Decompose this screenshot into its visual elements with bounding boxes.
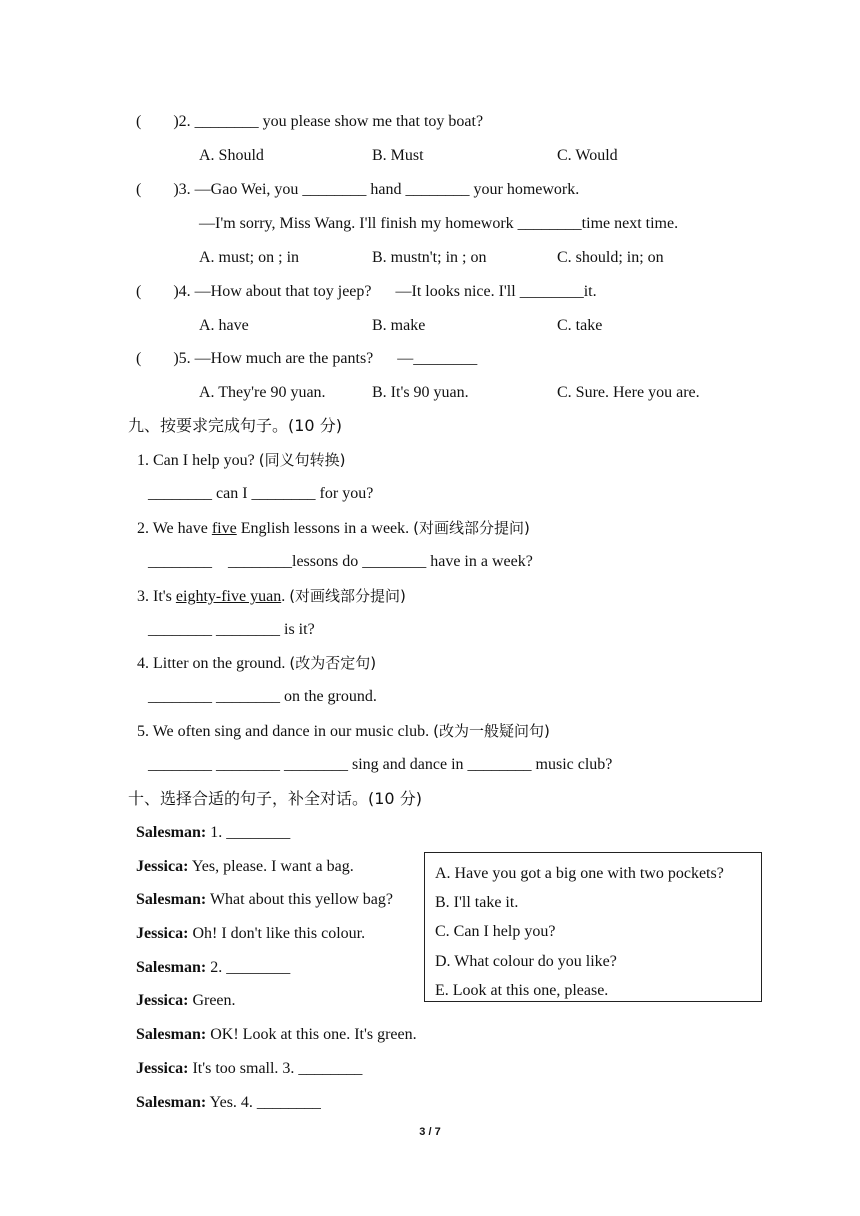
dialogue-speaker: Salesman: — [136, 1026, 207, 1043]
question-4-option-c: C. take — [557, 317, 603, 334]
question-2-option-b: B. Must — [372, 147, 424, 164]
question-5-option-c: C. Sure. Here you are. — [557, 384, 700, 401]
question-3-reply: —I'm sorry, Miss Wang. I'll finish my homework ________time next time. — [199, 215, 679, 232]
dialogue-line-3 — [136, 890, 393, 910]
question-2-stem: ( )2. ________ you please show me that toy boat? — [136, 113, 484, 130]
rewrite-item-1-answer: ________ can I ________ for you? — [148, 485, 374, 502]
section-10-heading: 十、选择合适的句子，补全对话。(10 分) — [128, 789, 422, 808]
rewrite-item-3-underlined: eighty-five yuan — [175, 588, 282, 605]
dialogue-line-8 — [136, 1059, 362, 1079]
dialogue-line-6 — [136, 991, 236, 1011]
dialogue-text: Yes, please. I want a bag. — [188, 858, 354, 875]
question-5-option-b: B. It's 90 yuan. — [372, 384, 469, 401]
rewrite-item-2-text-tail: English lessons in a week. — [236, 520, 414, 537]
rewrite-item-1 — [137, 450, 345, 471]
dialogue-line-1 — [136, 823, 290, 843]
rewrite-item-3-text-tail: . — [281, 588, 290, 605]
rewrite-item-1-text: 1. Can I help you? — [137, 452, 259, 469]
rewrite-item-3-instruction: (对画线部分提问) — [289, 587, 406, 605]
question-3-option-c: C. should; in; on — [557, 249, 664, 266]
dialogue-line-7 — [136, 1025, 417, 1045]
dialogue-speaker: Salesman: — [136, 959, 207, 976]
option-a: A. Have you got a big one with two pockets? — [435, 865, 724, 882]
question-5-stem: ( )5. —How much are the pants? —________ — [136, 350, 478, 367]
dialogue-speaker: Jessica: — [136, 1060, 189, 1077]
rewrite-item-3-text: 3. It's — [137, 588, 176, 605]
rewrite-item-2-answer: ________ ________lessons do ________ have in a week? — [148, 553, 533, 570]
question-3-option-b: B. mustn't; in ; on — [372, 249, 487, 266]
question-2-option-a: A. Should — [199, 147, 264, 164]
question-4-stem: ( )4. —How about that toy jeep? —It looks nice. I'll ________it. — [136, 283, 597, 300]
option-e: E. Look at this one, please. — [435, 982, 609, 999]
dialogue-speaker: Salesman: — [136, 1094, 207, 1111]
question-3-stem: ( )3. —Gao Wei, you ________ hand ________ your homework. — [136, 181, 580, 198]
rewrite-item-5 — [137, 721, 550, 742]
dialogue-text: Green. — [188, 992, 236, 1009]
question-3-option-a: A. must; on ; in — [199, 249, 300, 266]
rewrite-item-1-instruction: (同义句转换) — [258, 451, 346, 469]
rewrite-item-5-text: 5. We often sing and dance in our music club. — [137, 723, 434, 740]
dialogue-text: What about this yellow bag? — [206, 891, 394, 908]
option-d: D. What colour do you like? — [435, 953, 617, 970]
question-4-option-b: B. make — [372, 317, 426, 334]
option-b: B. I'll take it. — [435, 894, 519, 911]
page-number: 3 / 7 — [419, 1126, 441, 1138]
dialogue-speaker: Salesman: — [136, 824, 207, 841]
dialogue-line-5 — [136, 958, 290, 978]
rewrite-item-2-underlined: five — [211, 520, 237, 537]
dialogue-text: OK! Look at this one. It's green. — [206, 1026, 417, 1043]
question-2-option-c: C. Would — [557, 147, 618, 164]
rewrite-item-4-answer: ________ ________ on the ground. — [148, 688, 377, 705]
rewrite-item-2 — [137, 518, 530, 539]
rewrite-item-5-instruction: (改为一般疑问句) — [433, 722, 550, 740]
options-box — [424, 852, 762, 1002]
dialogue-text: 2. ________ — [206, 959, 291, 976]
dialogue-text: Oh! I don't like this colour. — [188, 925, 366, 942]
dialogue-speaker: Jessica: — [136, 992, 189, 1009]
rewrite-item-2-instruction: (对画线部分提问) — [413, 519, 530, 537]
dialogue-line-2 — [136, 857, 354, 877]
rewrite-item-4-text: 4. Litter on the ground. — [137, 655, 290, 672]
question-4-option-a: A. have — [199, 317, 249, 334]
rewrite-item-4 — [137, 653, 376, 674]
dialogue-speaker: Salesman: — [136, 891, 207, 908]
rewrite-item-3 — [137, 586, 406, 607]
rewrite-item-4-instruction: (改为否定句) — [289, 654, 377, 672]
dialogue-text: Yes. 4. ________ — [206, 1094, 321, 1111]
dialogue-line-4 — [136, 924, 365, 944]
section-9-heading: 九、按要求完成句子。(10 分) — [128, 416, 342, 435]
dialogue-line-9 — [136, 1093, 321, 1113]
rewrite-item-5-answer: ________ ________ ________ sing and dance in ________ music club? — [148, 756, 613, 773]
dialogue-text: 1. ________ — [206, 824, 291, 841]
option-c: C. Can I help you? — [435, 923, 556, 940]
dialogue-text: It's too small. 3. ________ — [188, 1060, 363, 1077]
rewrite-item-3-answer: ________ ________ is it? — [148, 621, 315, 638]
question-5-option-a: A. They're 90 yuan. — [199, 384, 326, 401]
dialogue-speaker: Jessica: — [136, 925, 189, 942]
rewrite-item-2-text: 2. We have — [137, 520, 212, 537]
dialogue-speaker: Jessica: — [136, 858, 189, 875]
